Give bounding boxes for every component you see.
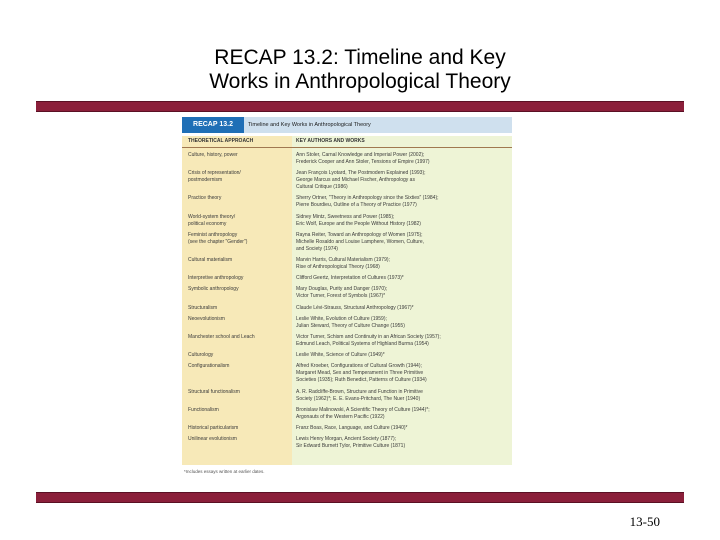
works-cell: Leslie White, Evolution of Culture (1959); [296, 315, 387, 322]
works-cell: Sir Edward Burnett Tylor, Primitive Culture (1871) [296, 443, 406, 450]
works-cell: Cultural Critique (1986) [296, 184, 348, 191]
recap-header [182, 117, 512, 133]
top-divider-bar [36, 101, 684, 112]
slide-title [0, 46, 720, 94]
approach-cell: Crisis of representation/ [188, 170, 241, 177]
works-cell: Claude Lévi-Strauss, Structural Anthropology (1967)* [296, 304, 414, 311]
works-cell: Alfred Kroeber, Configurations of Cultural Growth (1944); [296, 363, 422, 370]
approach-cell: (see the chapter "Gender") [188, 238, 248, 245]
works-cell: Society (1962)*; E. E. Evans-Pritchard, The Nuer (1940) [296, 395, 421, 402]
approach-cell: Culture, history, power [188, 152, 238, 158]
recap-badge: RECAP 13.2 [182, 117, 244, 133]
approach-cell: Configurationalism [188, 363, 230, 370]
approach-cell: Historical particularism [188, 425, 239, 431]
works-cell: Michelle Rosaldo and Louise Lamphere, Women, Culture, [296, 238, 425, 245]
works-cell: Sidney Mintz, Sweetness and Power (1985); [296, 213, 395, 220]
works-cell: Rise of Anthropological Theory (1968) [296, 264, 380, 270]
approach-cell: Structuralism [188, 304, 218, 311]
works-cell: George Marcus and Michael Fischer, Anthropology as [296, 177, 415, 184]
works-cell: Societies (1935); Ruth Benedict, Patterns of Culture (1934) [296, 377, 427, 384]
header-divider [182, 147, 512, 148]
approach-cell: Neoevolutionism [188, 315, 225, 322]
approach-cell: Cultural materialism [188, 257, 233, 263]
recap-table [182, 136, 512, 465]
works-cell: Sherry Ortner, "Theory in Anthropology since the Sixties" (1984); [296, 195, 439, 202]
column-header-works: KEY AUTHORS AND WORKS [296, 138, 365, 144]
approach-cell: Manchester school and Leach [188, 334, 255, 340]
slide-title-line-2: Works in Anthropological Theory [209, 70, 511, 93]
works-cell: and Society (1974) [296, 245, 338, 252]
works-cell: Marvin Harris, Cultural Materialism (1979); [296, 257, 390, 263]
recap-figure [182, 117, 512, 477]
works-cell: Edmund Leach, Political Systems of Highland Burma (1954) [296, 341, 429, 347]
works-cell: Argonauts of the Western Pacific (1922) [296, 413, 385, 420]
works-cell: Clifford Geertz, Interpretation of Cultures (1973)* [296, 275, 404, 282]
works-cell: Eric Wolf, Europe and the People Without History (1982) [296, 220, 421, 227]
approach-cell: Symbolic anthropology [188, 286, 239, 293]
column-header-approach: THEORETICAL APPROACH [188, 138, 254, 144]
works-cell: Pierre Bourdieu, Outline of a Theory of Practice (1977) [296, 202, 417, 209]
works-cell: Bronislaw Malinowski, A Scientific Theory of Culture (1944)*; [296, 406, 430, 413]
approach-cell: Feminist anthropology [188, 231, 238, 238]
works-cell: Rayna Reiter, Toward an Anthropology of Women (1975); [296, 231, 423, 238]
works-cell: Victor Turner, Forest of Symbols (1967)* [296, 293, 386, 300]
bottom-divider-bar [36, 492, 684, 503]
works-cell: Franz Boas, Race, Language, and Culture (1940)* [296, 425, 408, 431]
approach-cell: Functionalism [188, 406, 219, 413]
slide-title-line-1: RECAP 13.2: Timeline and Key [214, 46, 506, 69]
recap-header-title: Timeline and Key Works in Anthropological Theory [248, 122, 371, 128]
approach-cell: Unilinear evolutionism [188, 436, 237, 443]
approach-cell: political economy [188, 220, 227, 227]
approach-cell: Interpretive anthropology [188, 275, 244, 282]
works-cell: A. R. Radcliffe-Brown, Structure and Function in Primitive [296, 388, 423, 395]
works-cell: Ann Stoler, Carnal Knowledge and Imperial Power (2002); [296, 152, 425, 158]
works-cell: Leslie White, Science of Culture (1949)* [296, 352, 385, 359]
works-cell: Jean François Lyotard, The Postmodern Explained (1993); [296, 170, 426, 177]
approach-cell: Structural functionalism [188, 388, 240, 395]
approach-cell: World-system theory/ [188, 213, 236, 220]
approach-cell: postmodernism [188, 177, 223, 184]
works-cell: Victor Turner, Schism and Continuity in an African Society (1957); [296, 334, 441, 340]
approach-cell: Culturology [188, 352, 214, 359]
approach-cell: Practice theory [188, 195, 222, 202]
works-cell: Lewis Henry Morgan, Ancient Society (1877); [296, 436, 397, 443]
works-cell: Frederick Cooper and Ann Stoler, Tensions of Empire (1997) [296, 159, 430, 165]
works-cell: Mary Douglas, Purity and Danger (1970); [296, 286, 388, 293]
page-number: 13-50 [629, 514, 660, 529]
recap-footnote: *Includes essays written at earlier dates. [184, 469, 265, 474]
works-cell: Margaret Mead, Sex and Temperament in Three Primitive [296, 370, 424, 377]
works-cell: Julian Steward, Theory of Culture Change (1955) [296, 322, 405, 329]
